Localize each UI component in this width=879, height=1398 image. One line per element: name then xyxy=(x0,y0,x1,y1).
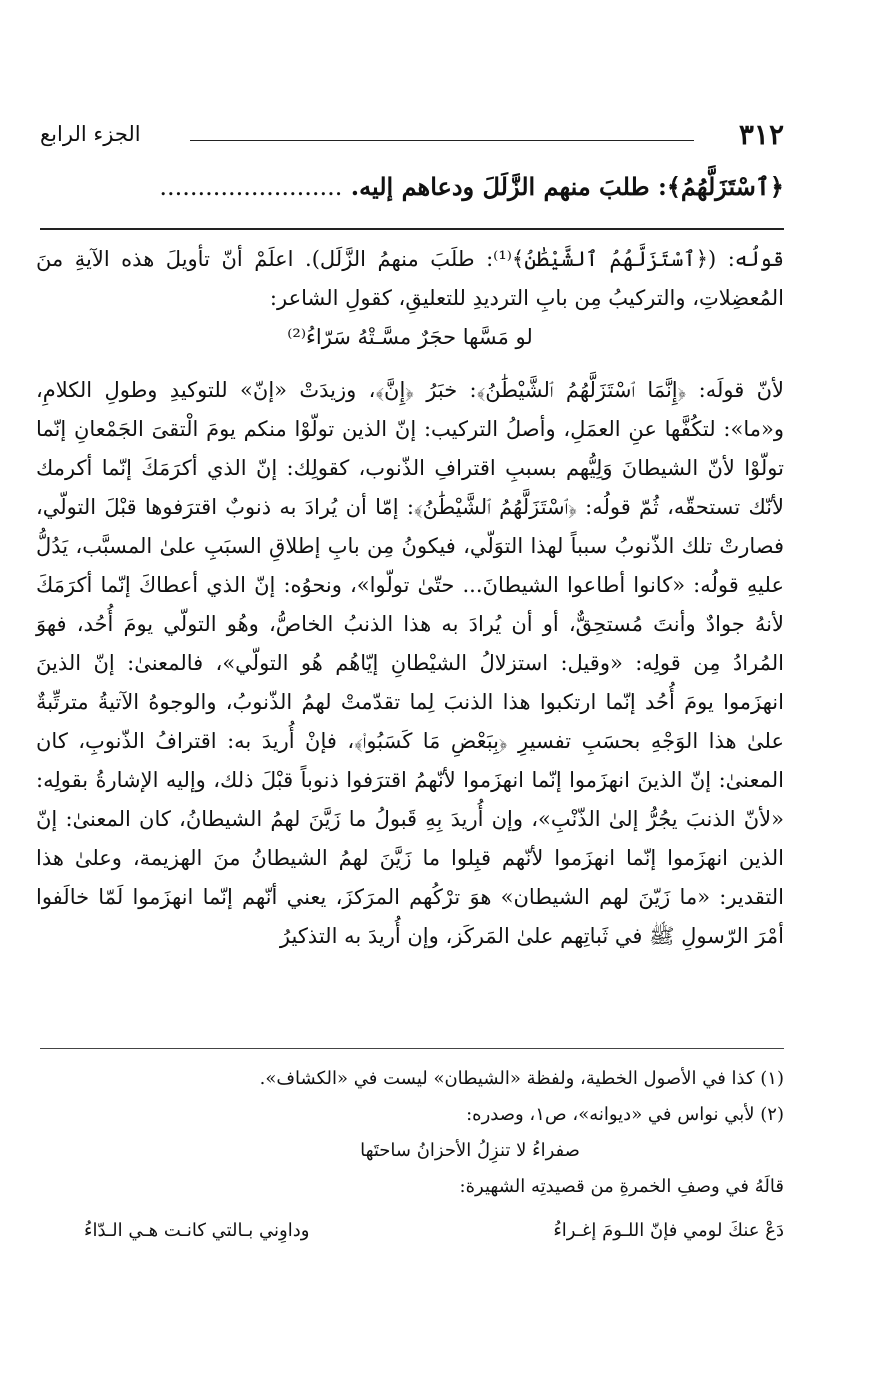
poetry-verse: لو مَسَّها حجَرٌ مسَّـتْهُ سَرّاءُ⁽²⁾ xyxy=(287,325,533,349)
header-divider xyxy=(190,140,694,141)
paragraph-main: لأنّ قولَه: ﴿إِنَّمَا ٱسْتَزَلَّهُمُ ٱلشَّيْطَٰنُ﴾: خبَرُ ﴿إِنَّ﴾، وزيدَتْ «إنّ» للتوكيدِ وطولِ الكلامِ، و«ما»: لتكُفَّها عنِ العمَلِ، وأصلُ التركيب: إنّ الذين تولّوْا منكم يومَ الْتقىَ الجَمْعانِ إنّما تولّوْا لأنّ الشيطانَ وَلِيُّهم بسببِ اقترافِ الذّنوب، كقولِك: إنّ الذي أكرَمَكَ إنّما أكرمك لأنّك تستحقّه، ثُمّ قولُه: ﴿ٱسْتَزَلَّهُمُ ٱلشَّيْطَٰنُ﴾: إمّا أن يُرادَ به ذنوبٌ اقترَفوها قبْلَ التولّي، فصارتْ تلك الذّنوبُ سبباً لهذا التوَلّي، فيكونُ مِن بابِ إطلاقِ السبَبِ علىٰ المسبَّب، يَدُلُّ عليهِ قولُه: «كانوا أطاعوا الشيطانَ... حتّىٰ تولّوا»، ونحوُه: إنّ الذي أعطاكَ إنّما أكرَمَكَ لأنهُ جوادٌ وأنتَ مُستحِقٌّ، أو أن يُرادَ به هذا الذنبُ الخاصُّ، وهُو التولّي يومَ أُحُد، فهوَ المُرادُ مِن قولِه: «وقيل: استزلالُ الشيْطانِ إيّاهُم هُو التولّي»، فالمعنىٰ: إنّ الذينَ انهزَموا يومَ أُحُد إنّما ارتكبوا هذا الذنبَ لِما تقدّمتْ لهمُ الذّنوبُ، والوجوهُ الآتيةُ مترتِّبةٌ علىٰ هذا الوَجْهِ بحسَبِ تفسيرِ ﴿بِبَعْضِ مَا كَسَبُوا۟﴾، فإنْ أُريدَ به: اقترافُ الذّنوبِ، كان المعنىٰ: إنّ الذينَ انهزَموا إنّما انهزَموا لأنّهمُ اقترَفوا ذنوباً قبْلَ ذلك، وإليه الإشارةُ بقولِه: «لأنّ الذنبَ يجُرُّ إلىٰ الذّنْبِ»، وإن أُريدَ بِهِ قَبولُ ما زَيَّنَ لهمُ الشيطانُ، كان المعنىٰ: إنّ الذين انهزَموا إنّما انهزَموا لأنّهم قبِلوا ما زَيَّنَ لهمُ الشيطانُ منَ الهزيمة، وعلىٰ هذا التقدير: «ما زَيّنَ لهم الشيطان» هوَ ترْكُهم المرَكزَ، يعني أنّهم إنّما انهزَموا لَمّا خالَفوا أمْرَ الرّسولِ ﷺ في ثَباتِهم علىٰ المَركَز، وإن أُريدَ به التذكيرُ xyxy=(36,378,784,948)
footnote-divider xyxy=(40,1048,784,1049)
paragraph-intro: قولُه: (﴿ٱسْتَزَلَّهُمُ ٱلشَّيْطَٰنُ﴾⁽¹⁾: طلَبَ منهمُ الزَّلَل). اعلَمْ أنّ تأويلَ هذه الآيةِ منَ المُعضِلاتِ، والتركيبُ مِن بابِ الترديدِ للتعليقِ، كقولِ الشاعر: xyxy=(36,247,784,310)
lemma-heading xyxy=(44,172,784,201)
footnote-note: قالَهُ في وصفِ الخمرةِ من قصيدتِه الشهيرة: xyxy=(459,1176,784,1197)
part-title: الجزء الرابع xyxy=(40,122,141,146)
commentary-body xyxy=(36,240,784,956)
footnotes xyxy=(36,1062,784,1248)
page-header xyxy=(40,118,784,158)
lemma-text: ﴿ٱسْتَزَلَّهُمُ﴾: طلبَ منهم الزَّلَلَ ودعاهم إليه. xyxy=(350,172,784,201)
footnote-couplet xyxy=(84,1214,784,1248)
footnote-1: (١) كذا في الأصول الخطية، ولفظة «الشيطان» ليست في «الكشاف». xyxy=(259,1068,784,1089)
footnote-2: (٢) لأبي نواس في «ديوانه»، ص١، وصدره: xyxy=(466,1104,784,1125)
lemma-dots: ........................ xyxy=(159,173,343,201)
couplet-first-hemistich: دَعْ عنكَ لومي فإنّ اللـومَ إغـراءُ xyxy=(553,1220,784,1241)
lemma-divider xyxy=(40,228,784,230)
footnote-verse: صفراءُ لا تنزِلُ الأحزانُ ساحتَها xyxy=(360,1140,580,1161)
page-number: ٣١٢ xyxy=(738,118,784,151)
couplet-second-hemistich: وداوِني بـالتي كانـت هـي الـدّاءُ xyxy=(84,1220,310,1241)
